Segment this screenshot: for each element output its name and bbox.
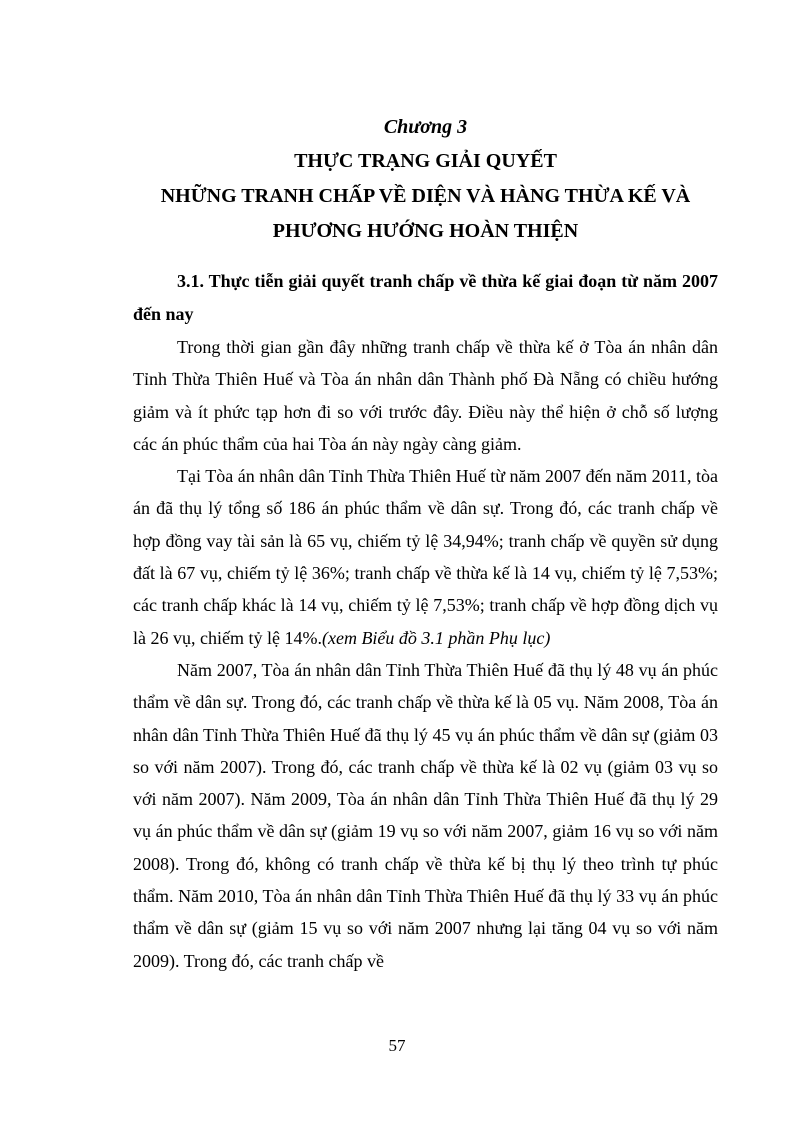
chapter-label: Chương 3 <box>383 116 468 138</box>
paragraph-2-reference: (xem Biểu đồ 3.1 phần Phụ lục) <box>321 627 551 648</box>
paragraph-3-text: Năm 2007, Tòa án nhân dân Tỉnh Thừa Thiên Huế đã thụ lý 48 vụ án phúc thẩm về dân sự. Trong đó, các tranh chấp về thừa kế là 05 vụ. Năm 2008, Tòa án nhân dân Tỉnh Thừa Thiên Huế đã thụ lý 45 vụ án phúc thẩm về dân sự (giảm 03 so với năm 2007). Trong đó, các tranh chấp về thừa kế là 02 vụ (giảm 03 vụ so với năm 2007). Năm 2009, Tòa án nhân dân Tỉnh Thừa Thiên Huế đã thụ lý 29 vụ án phúc thẩm về dân sự (giảm 19 vụ so với năm 2007, giảm 16 vụ so với năm 2008). Trong đó, không có tranh chấp về thừa kế bị thụ lý theo trình tự phúc thẩm. Năm 2010, Tòa án nhân dân Tỉnh Thừa Thiên Huế đã thụ lý 33 vụ án phúc thẩm về dân sự (giảm 15 vụ so với năm 2007 nhưng lại tăng 04 vụ so với năm 2009). Trong đó, các tranh chấp về <box>133 659 718 971</box>
chapter-title-line-1: THỰC TRẠNG GIẢI QUYẾT <box>294 150 557 172</box>
chapter-title-line-2: NHỮNG TRANH CHẤP VỀ DIỆN VÀ HÀNG THỪA KẾ VÀ <box>160 185 691 207</box>
paragraph-1 <box>133 331 718 460</box>
page-number: 57 <box>388 1036 406 1055</box>
chapter-title-line-3: PHƯƠNG HƯỚNG HOÀN THIỆN <box>272 220 579 242</box>
section-heading: 3.1. Thực tiễn giải quyết tranh chấp về thừa kế giai đoạn từ năm 2007 đến nay <box>133 271 718 324</box>
paragraph-3 <box>133 654 718 977</box>
document-page <box>133 112 718 977</box>
paragraph-1-text: Trong thời gian gần đây những tranh chấp về thừa kế ở Tòa án nhân dân Tỉnh Thừa Thiên Huế và Tòa án nhân dân Thành phố Đà Nẵng có chiều hướng giảm và ít phức tạp hơn đi so với trước đây. Điều này thể hiện ở chỗ số lượng các án phúc thẩm của hai Tòa án này ngày càng giảm. <box>133 337 718 454</box>
paragraph-2-text: Tại Tòa án nhân dân Tỉnh Thừa Thiên Huế từ năm 2007 đến năm 2011, tòa án đã thụ lý tổng số 186 án phúc thẩm về dân sự. Trong đó, các tranh chấp về hợp đồng vay tài sản là 65 vụ, chiếm tỷ lệ 34,94%; tranh chấp về quyền sử dụng đất là 67 vụ, chiếm tỷ lệ 36%; tranh chấp về thừa kế là 14 vụ, chiếm tỷ lệ 7,53%; các tranh chấp khác là 14 vụ, chiếm tỷ lệ 7,53%; tranh chấp về hợp đồng dịch vụ là 26 vụ, chiếm tỷ lệ 14%. <box>133 466 718 648</box>
paragraph-2 <box>133 460 718 654</box>
